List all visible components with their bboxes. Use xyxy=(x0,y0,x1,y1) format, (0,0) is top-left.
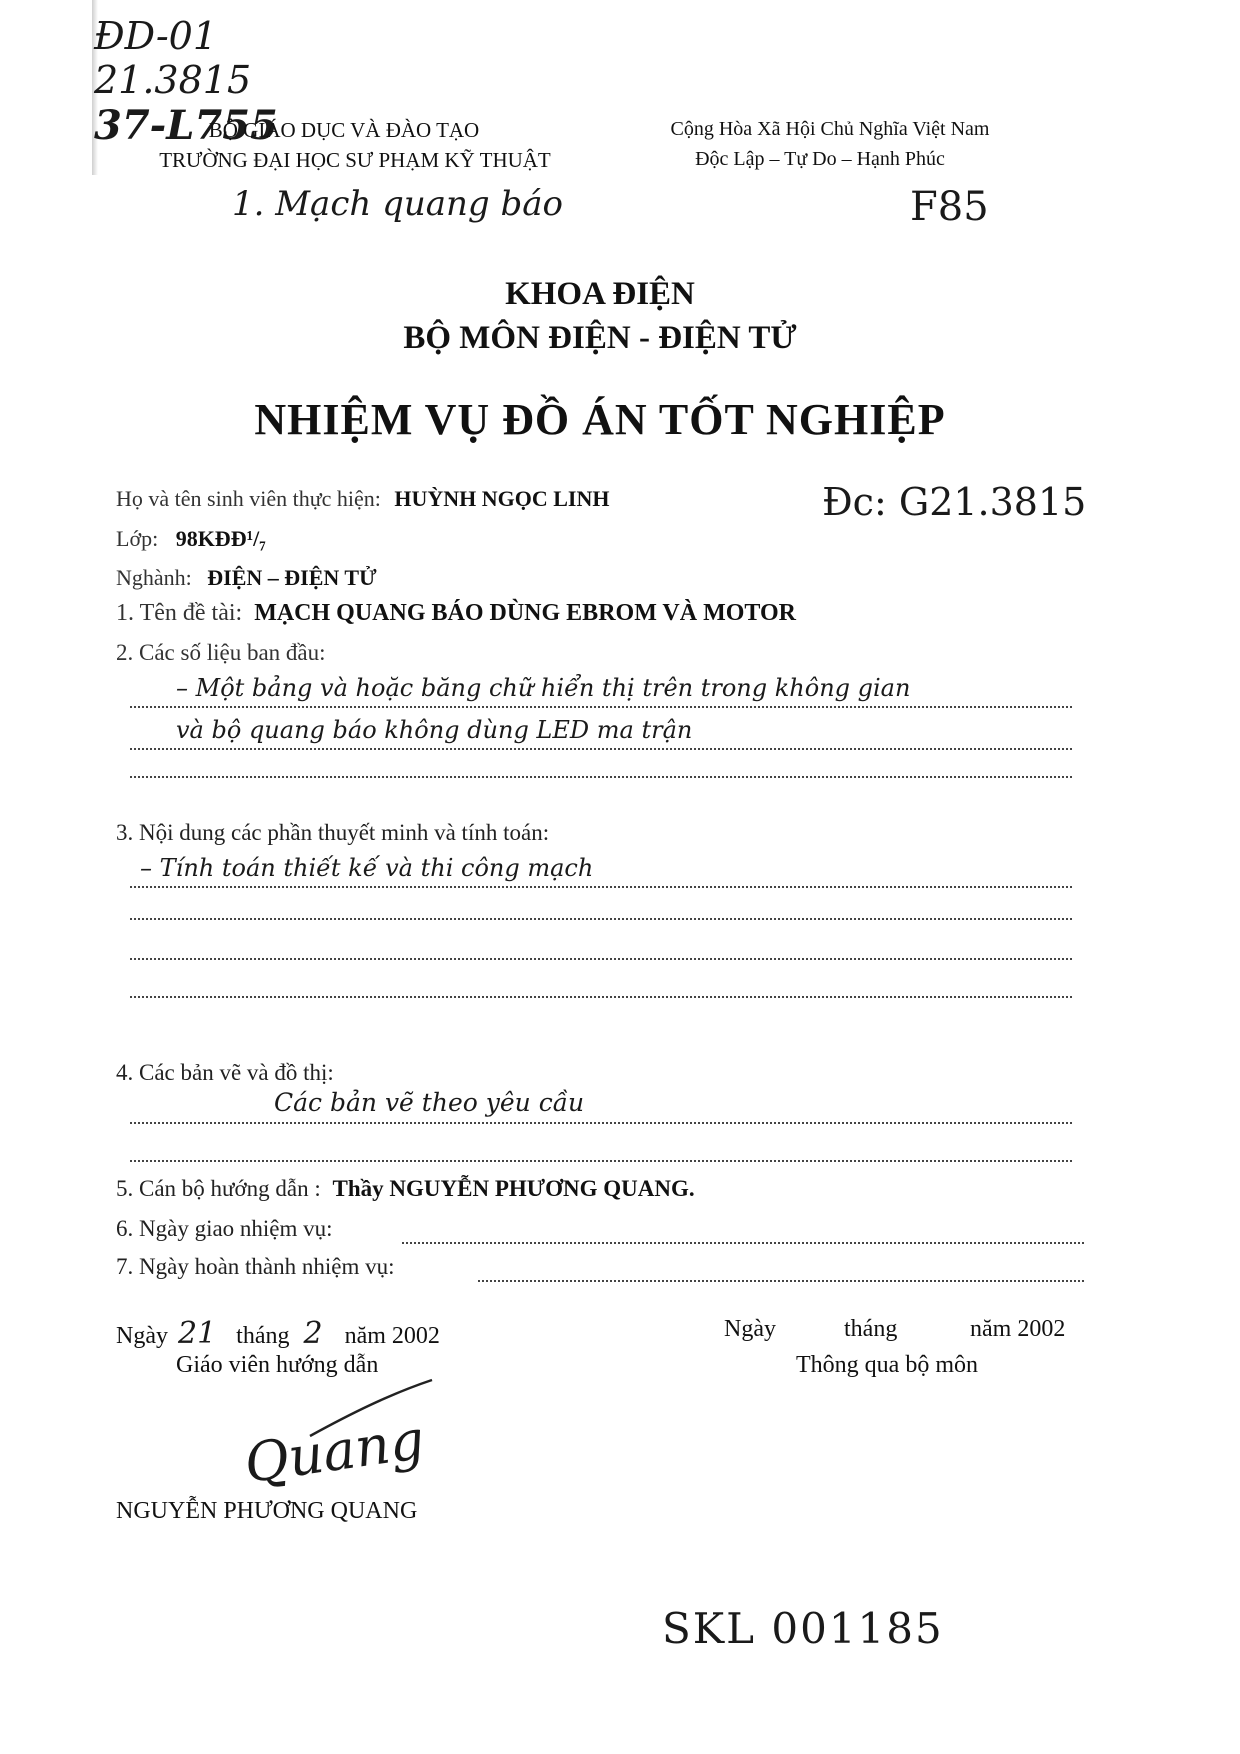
advisor-row xyxy=(116,1176,695,1202)
sign-left-date xyxy=(116,1316,440,1351)
department-title: BỘ MÔN ĐIỆN - ĐIỆN TỬ xyxy=(403,320,797,356)
assign-date-line xyxy=(402,1242,1084,1244)
topic-label: 1. Tên đề tài: xyxy=(116,600,243,626)
advisor-label: 5. Cán bộ hướng dẫn : xyxy=(116,1176,321,1201)
major-row xyxy=(116,565,377,591)
initial-data-line-1: – Một bảng và hoặc băng chữ hiển thị trên trong không gian xyxy=(176,674,911,702)
dotted-line xyxy=(130,1160,1072,1162)
class-label: Lớp: xyxy=(116,526,159,551)
dotted-line xyxy=(130,918,1072,920)
major-value: ĐIỆN – ĐIỆN TỬ xyxy=(207,565,377,590)
assign-date-label: 6. Ngày giao nhiệm vụ: xyxy=(116,1216,333,1241)
ministry-name: BỘ GIÁO DỤC VÀ ĐÀO TẠO xyxy=(208,118,480,142)
student-name-row xyxy=(116,486,610,512)
sign-right-day-word: Ngày xyxy=(724,1316,776,1342)
dotted-line xyxy=(130,748,1072,750)
archive-code: SKL 001185 xyxy=(662,1604,944,1653)
major-label: Nghành: xyxy=(116,565,192,590)
initial-data-line-2: và bộ quang báo không dùng LED ma trận xyxy=(176,716,693,744)
handwritten-topic-note: 1. Mạch quang báo xyxy=(232,184,563,224)
dotted-line xyxy=(130,706,1072,708)
sign-left-year: năm 2002 xyxy=(344,1323,440,1349)
content-line-1: – Tính toán thiết kế và thi công mạch xyxy=(140,854,594,882)
student-name-label: Họ và tên sinh viên thực hiện: xyxy=(116,486,381,511)
sign-right-year: năm 2002 xyxy=(970,1316,1066,1342)
dotted-line xyxy=(130,886,1072,888)
republic-name: Cộng Hòa Xã Hội Chủ Nghĩa Việt Nam xyxy=(670,118,990,140)
margin-note-1: ĐD-01 xyxy=(94,14,218,58)
margin-note-2: 21.3815 xyxy=(94,58,252,102)
student-name-value: HUỲNH NGỌC LINH xyxy=(394,486,610,511)
sign-left-date-prefix: Ngày xyxy=(116,1323,168,1349)
sign-left-month: 2 xyxy=(303,1316,323,1351)
dotted-line xyxy=(130,1122,1072,1124)
signature-stroke xyxy=(300,1374,440,1444)
drawings-line-1: Các bản vẽ theo yêu cầu xyxy=(274,1088,585,1117)
complete-date-label: 7. Ngày hoàn thành nhiệm vụ: xyxy=(116,1254,395,1279)
advisor-signature: Quang xyxy=(240,1407,429,1496)
sign-left-name: NGUYỄN PHƯƠNG QUANG xyxy=(116,1498,418,1524)
class-value: 98KĐĐ¹/₇ xyxy=(175,526,266,551)
sign-left-month-word: tháng xyxy=(236,1323,290,1349)
university-name: TRƯỜNG ĐẠI HỌC SƯ PHẠM KỸ THUẬT xyxy=(159,148,551,172)
main-title: NHIỆM VỤ ĐỒ ÁN TỐT NGHIỆP xyxy=(254,395,946,444)
dotted-line xyxy=(130,958,1072,960)
reference-code: Đc: G21.3815 xyxy=(822,480,1087,524)
sign-left-day: 21 xyxy=(177,1316,217,1351)
topic-row xyxy=(116,600,796,627)
dotted-line xyxy=(130,776,1072,778)
content-label: 3. Nội dung các phần thuyết minh và tính toán: xyxy=(116,820,550,845)
form-code: F85 xyxy=(910,184,989,230)
topic-value: MẠCH QUANG BÁO DÙNG EBROM VÀ MOTOR xyxy=(254,600,796,626)
drawings-label: 4. Các bản vẽ và đồ thị: xyxy=(116,1060,334,1085)
advisor-value: Thầy NGUYỄN PHƯƠNG QUANG. xyxy=(332,1176,695,1201)
national-motto: Độc Lập – Tự Do – Hạnh Phúc xyxy=(695,148,945,170)
margin-note-3: 37-L755 xyxy=(94,102,278,149)
complete-date-line xyxy=(478,1280,1084,1282)
class-row xyxy=(116,526,266,552)
sign-right-role: Thông qua bộ môn xyxy=(796,1352,978,1378)
dotted-line xyxy=(130,996,1072,998)
initial-data-label: 2. Các số liệu ban đầu: xyxy=(116,640,326,665)
sign-right-month-word: tháng xyxy=(844,1316,898,1342)
sign-left-role: Giáo viên hướng dẫn xyxy=(176,1352,379,1378)
faculty-title: KHOA ĐIỆN xyxy=(505,276,695,312)
